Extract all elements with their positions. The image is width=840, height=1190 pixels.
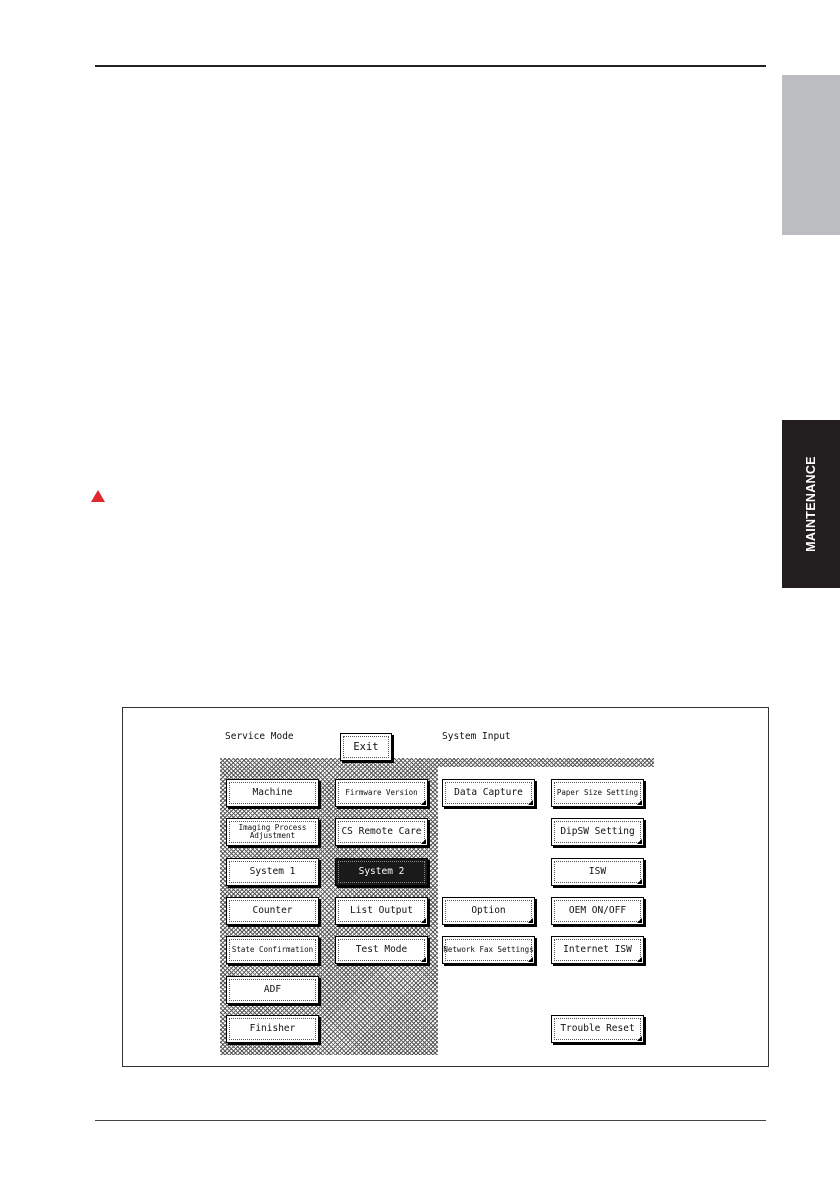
footer-rule <box>95 1120 766 1121</box>
hatch-bar <box>220 758 654 767</box>
counter-button[interactable]: Counter <box>226 897 319 925</box>
side-tab-label: MAINTENANCE <box>804 456 818 552</box>
cs-remote-care-button[interactable]: CS Remote Care <box>335 818 428 846</box>
isw-button[interactable]: ISW <box>551 858 644 886</box>
data-capture-button[interactable]: Data Capture <box>442 779 535 807</box>
finisher-button[interactable]: Finisher <box>226 1015 319 1043</box>
trouble-reset-button[interactable]: Trouble Reset <box>551 1015 644 1043</box>
option-button[interactable]: Option <box>442 897 535 925</box>
warning-icon <box>91 490 105 502</box>
test-mode-button[interactable]: Test Mode <box>335 936 428 964</box>
service-mode-screen <box>220 725 654 1055</box>
imaging-process-adjustment-button[interactable]: Imaging Process Adjustment <box>226 818 319 846</box>
side-tab-gray <box>782 75 840 235</box>
exit-label: Exit <box>353 741 379 753</box>
paper-size-setting-button[interactable]: Paper Size Setting <box>551 779 644 807</box>
side-tab-maintenance <box>782 420 840 588</box>
dipsw-setting-button[interactable]: DipSW Setting <box>551 818 644 846</box>
oem-on-off-button[interactable]: OEM ON/OFF <box>551 897 644 925</box>
list-output-button[interactable]: List Output <box>335 897 428 925</box>
section-title: System Input <box>442 731 511 742</box>
network-fax-settings-button[interactable]: Network Fax Settings <box>442 936 535 964</box>
adf-button[interactable]: ADF <box>226 976 319 1004</box>
state-confirmation-button[interactable]: State Confirmation <box>226 936 319 964</box>
header-rule <box>95 65 766 67</box>
system-1-button[interactable]: System 1 <box>226 858 319 886</box>
internet-isw-button[interactable]: Internet ISW <box>551 936 644 964</box>
system-2-button[interactable]: System 2 <box>335 858 428 886</box>
screen-title: Service Mode <box>225 731 294 742</box>
exit-button[interactable] <box>340 733 392 761</box>
machine-button[interactable]: Machine <box>226 779 319 807</box>
firmware-version-button[interactable]: Firmware Version <box>335 779 428 807</box>
